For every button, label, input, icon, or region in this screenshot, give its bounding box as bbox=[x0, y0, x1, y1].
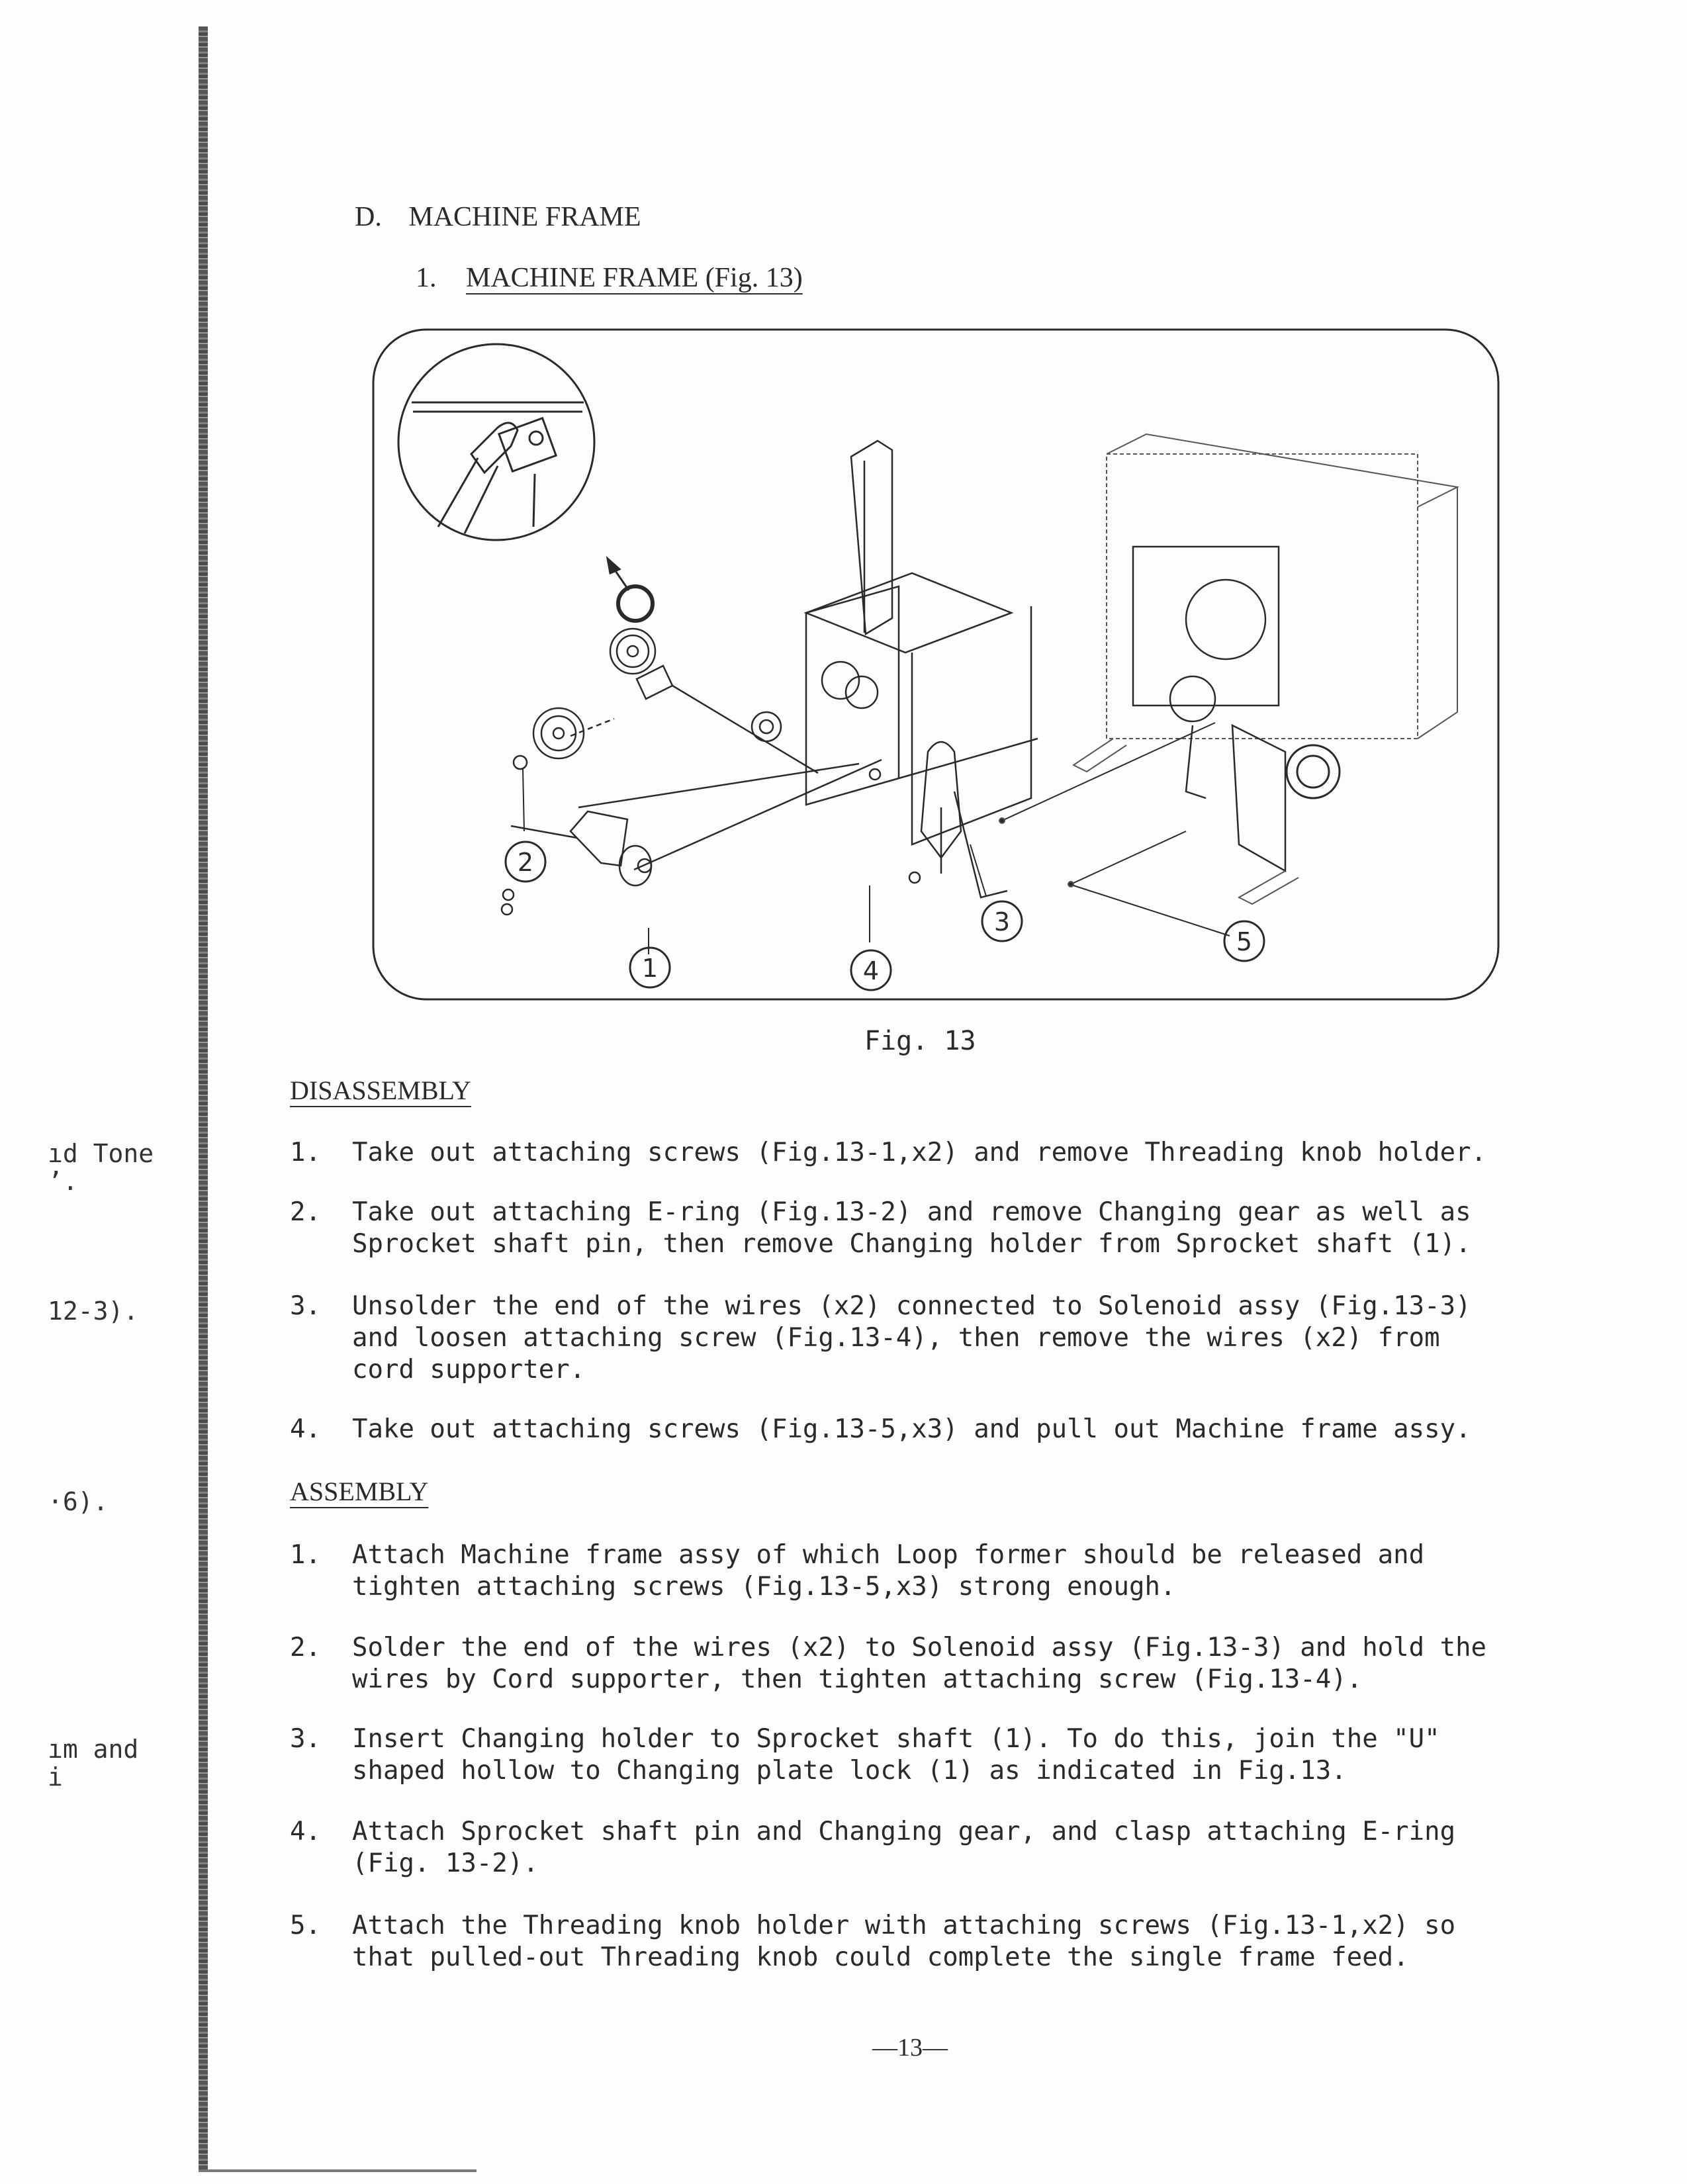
step-line: and loosen attaching screw (Fig.13-4), then remove the wires (x2) from bbox=[352, 1323, 1440, 1353]
step-line: Take out attaching screws (Fig.13-5,x3) and pull out Machine frame assy. bbox=[352, 1414, 1471, 1444]
step-line: cord supporter. bbox=[352, 1355, 586, 1385]
step-line: Attach Machine frame assy of which Loop former should be released and bbox=[352, 1540, 1425, 1570]
section-letter: D. bbox=[355, 202, 382, 232]
figure-frame bbox=[373, 330, 1498, 999]
step-line: (Fig. 13-2). bbox=[352, 1848, 539, 1878]
section-heading bbox=[355, 201, 641, 233]
subsection-heading bbox=[416, 262, 803, 294]
step-line: Unsolder the end of the wires (x2) connected to Solenoid assy (Fig.13-3) bbox=[352, 1291, 1471, 1321]
step-number: 1. bbox=[290, 1138, 321, 1167]
machine-frame-figure bbox=[372, 328, 1500, 1001]
step-number: 3. bbox=[290, 1291, 321, 1321]
step-number: 5. bbox=[290, 1911, 321, 1940]
detail-arrow bbox=[608, 559, 629, 590]
step-line: Take out attaching screws (Fig.13-1,x2) and remove Threading knob holder. bbox=[352, 1138, 1487, 1167]
gear-assembly bbox=[514, 629, 818, 773]
step-line: that pulled-out Threading knob could complete the single frame feed. bbox=[352, 1942, 1409, 1972]
callout-label-3: 3 bbox=[993, 907, 1011, 936]
margin-fragment: 12-3). bbox=[48, 1297, 139, 1326]
margin-fragment: ıd Tone bbox=[48, 1139, 154, 1168]
step-number: 4. bbox=[290, 1817, 321, 1846]
margin-fragment: i bbox=[48, 1762, 63, 1792]
step-line: Attach the Threading knob holder with attaching screws (Fig.13-1,x2) so bbox=[352, 1911, 1456, 1940]
exploded-view-illustration bbox=[372, 328, 1500, 1001]
callout-label-1: 1 bbox=[641, 954, 659, 983]
binding-bottom-edge bbox=[199, 2169, 477, 2172]
page-number: —13— bbox=[872, 2034, 948, 2062]
step-line: tighten attaching screws (Fig.13-5,x3) strong enough. bbox=[352, 1572, 1176, 1602]
step-line: shaped hollow to Changing plate lock (1) as indicated in Fig.13. bbox=[352, 1756, 1347, 1786]
margin-fragment: ·6). bbox=[48, 1487, 109, 1516]
binding-edge bbox=[199, 26, 208, 2171]
machine-frame-body bbox=[752, 441, 1038, 897]
figure-caption: Fig. 13 bbox=[864, 1026, 976, 1056]
step-number: 1. bbox=[290, 1540, 321, 1570]
callout-label-2: 2 bbox=[517, 848, 534, 877]
step-number: 2. bbox=[290, 1197, 321, 1227]
callout-leaders bbox=[523, 769, 1230, 954]
margin-fragment: ım and bbox=[48, 1735, 139, 1764]
step-line: Sprocket shaft pin, then remove Changing holder from Sprocket shaft (1). bbox=[352, 1229, 1471, 1259]
step-number: 2. bbox=[290, 1633, 321, 1662]
step-number: 3. bbox=[290, 1724, 321, 1754]
detail-ring bbox=[618, 586, 653, 621]
step-line: wires by Cord supporter, then tighten attaching screw (Fig.13-4). bbox=[352, 1664, 1363, 1694]
section-title: MACHINE FRAME bbox=[408, 202, 641, 232]
assembly-heading: ASSEMBLY bbox=[290, 1477, 429, 1506]
callout-label-5: 5 bbox=[1236, 927, 1253, 956]
disassembly-heading: DISASSEMBLY bbox=[290, 1075, 471, 1105]
subsection-title: MACHINE FRAME (Fig. 13) bbox=[466, 263, 803, 293]
right-chassis bbox=[999, 434, 1457, 904]
callout-label-4: 4 bbox=[862, 956, 880, 985]
step-number: 4. bbox=[290, 1414, 321, 1444]
step-line: Insert Changing holder to Sprocket shaft (1). To do this, join the "U" bbox=[352, 1724, 1440, 1754]
threading-knob-holder bbox=[449, 328, 882, 915]
step-line: Solder the end of the wires (x2) to Solenoid assy (Fig.13-3) and hold the bbox=[352, 1633, 1487, 1662]
detail-magnifier bbox=[398, 344, 594, 540]
subsection-number: 1. bbox=[416, 263, 437, 293]
step-line: Take out attaching E-ring (Fig.13-2) and remove Changing gear as well as bbox=[352, 1197, 1471, 1227]
step-line: Attach Sprocket shaft pin and Changing gear, and clasp attaching E-ring bbox=[352, 1817, 1456, 1846]
margin-fragment: ʼ. bbox=[48, 1167, 78, 1196]
